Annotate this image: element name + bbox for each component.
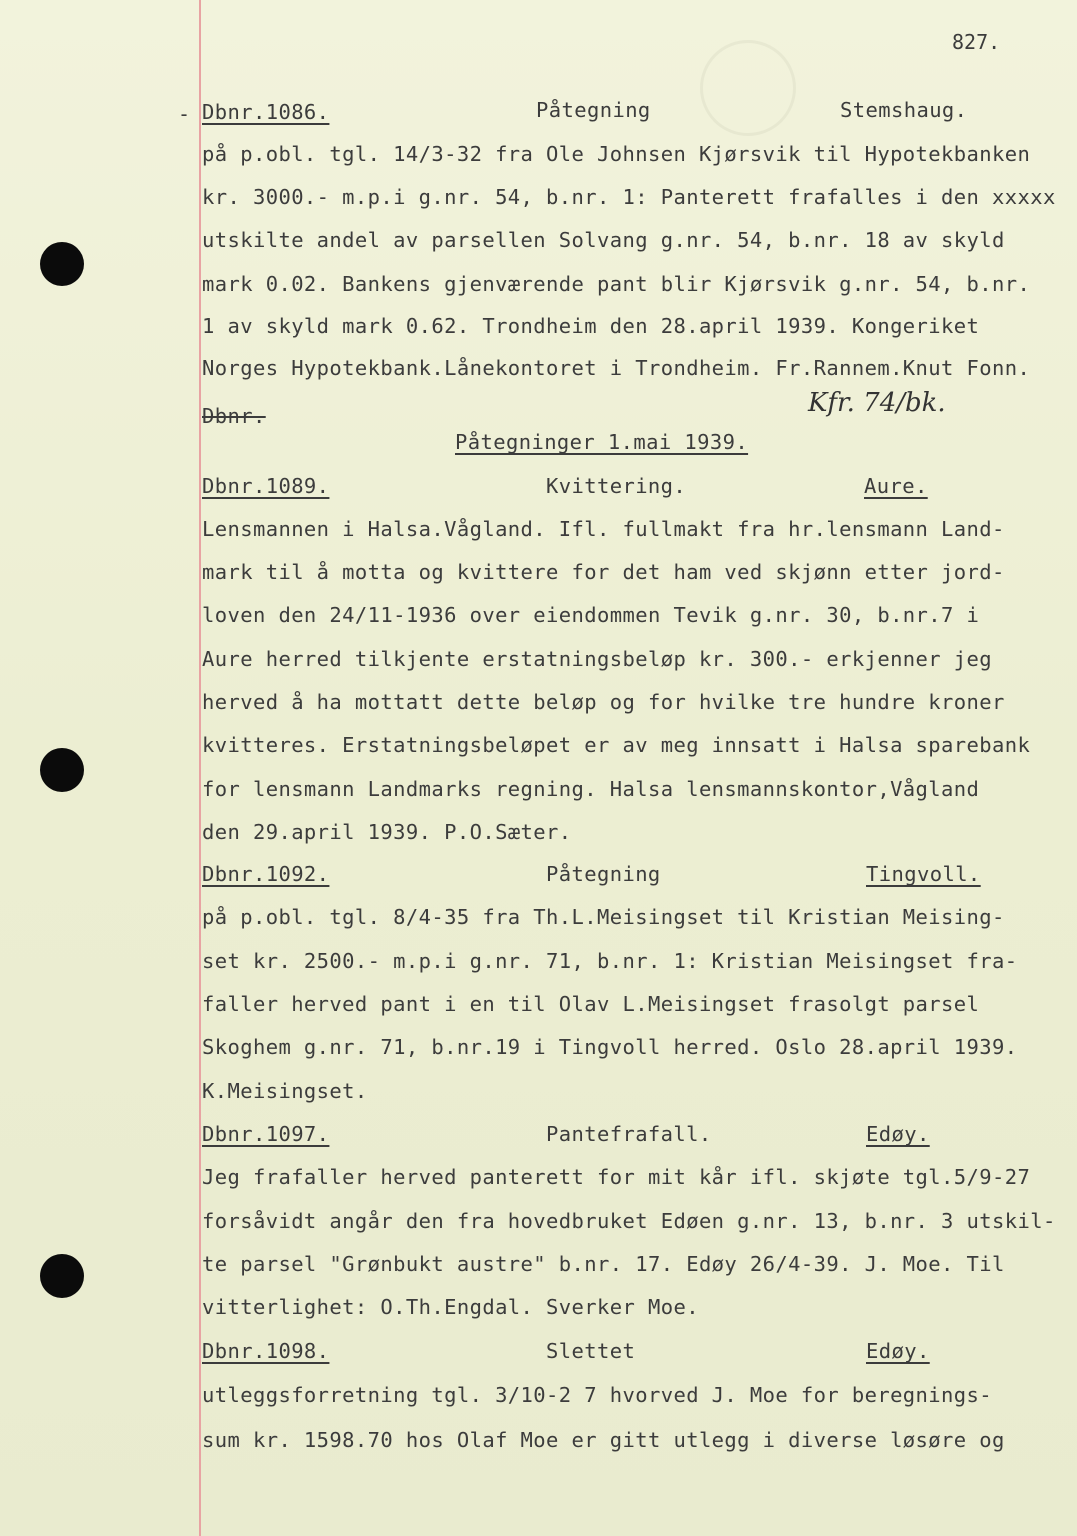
entry-text-line: loven den 24/11-1936 over eiendommen Tevik g.nr. 30, b.nr.7 i bbox=[202, 603, 980, 627]
entry-number: Dbnr.1098. bbox=[202, 1339, 330, 1363]
entry-text-line: utleggsforretning tgl. 3/10-2 7 hvorved J. Moe for beregnings- bbox=[202, 1383, 993, 1407]
entry-text-line: set kr. 2500.- m.p.i g.nr. 71, b.nr. 1: Kristian Meisingset fra- bbox=[202, 949, 1018, 973]
entry-text-line: mark 0.02. Bankens gjenværende pant blir Kjørsvik g.nr. 54, b.nr. bbox=[202, 272, 1031, 296]
entry-type: Påtegning bbox=[536, 98, 651, 122]
entry-text-line: kvitteres. Erstatningsbeløpet er av meg innsatt i Halsa sparebank bbox=[202, 733, 1031, 757]
entry-text-line: utskilte andel av parsellen Solvang g.nr. 54, b.nr. 18 av skyld bbox=[202, 228, 1005, 252]
entry-type: Kvittering. bbox=[546, 474, 687, 498]
entry-type: Påtegning bbox=[546, 862, 661, 886]
entry-text-line: faller herved pant i en til Olav L.Meisingset frasolgt parsel bbox=[202, 992, 980, 1016]
entry-text-line: for lensmann Landmarks regning. Halsa lensmannskontor,Vågland bbox=[202, 777, 980, 801]
punch-hole bbox=[40, 1254, 84, 1298]
entry-text-line: mark til å motta og kvittere for det ham ved skjønn etter jord- bbox=[202, 560, 1005, 584]
margin-line bbox=[199, 0, 201, 1536]
entry-text-line: Skoghem g.nr. 71, b.nr.19 i Tingvoll herred. Oslo 28.april 1939. bbox=[202, 1035, 1018, 1059]
entry-text-line: kr. 3000.- m.p.i g.nr. 54, b.nr. 1: Panterett frafalles i den xxxxx bbox=[202, 185, 1056, 209]
entry-place: Tingvoll. bbox=[866, 862, 981, 886]
entry-text-line: Aure herred tilkjente erstatningsbeløp kr. 300.- erkjenner jeg bbox=[202, 647, 993, 671]
entry-place: Edøy. bbox=[866, 1339, 930, 1363]
entry-text-line: herved å ha mottatt dette beløp og for hvilke tre hundre kroner bbox=[202, 690, 1005, 714]
entry-number: Dbnr.1092. bbox=[202, 862, 330, 886]
entry-place: Aure. bbox=[864, 474, 928, 498]
faint-stamp bbox=[700, 40, 796, 136]
page-number: 827. bbox=[952, 30, 1001, 54]
entry-type: Slettet bbox=[546, 1339, 636, 1363]
struck-entry-number: Dbnr. bbox=[202, 404, 266, 428]
entry-number: Dbnr.1089. bbox=[202, 474, 330, 498]
margin-dash: - bbox=[178, 102, 191, 126]
entry-place: Stemshaug. bbox=[840, 98, 968, 122]
entry-text-line: Jeg frafaller herved panterett for mit kår ifl. skjøte tgl.5/9-27 bbox=[202, 1165, 1031, 1189]
entry-text-line: Norges Hypotekbank.Lånekontoret i Trondheim. Fr.Rannem.Knut Fonn. bbox=[202, 356, 1031, 380]
punch-hole bbox=[40, 242, 84, 286]
entry-text-line: 1 av skyld mark 0.62. Trondheim den 28.april 1939. Kongeriket bbox=[202, 314, 980, 338]
entry-text-line: te parsel "Grønbukt austre" b.nr. 17. Edøy 26/4-39. J. Moe. Til bbox=[202, 1252, 1005, 1276]
entry-text-line: forsåvidt angår den fra hovedbruket Edøen g.nr. 13, b.nr. 3 utskil- bbox=[202, 1209, 1056, 1233]
entry-place: Edøy. bbox=[866, 1122, 930, 1146]
entry-text-line: vitterlighet: O.Th.Engdal. Sverker Moe. bbox=[202, 1295, 699, 1319]
section-heading: Påtegninger 1.mai 1939. bbox=[455, 430, 749, 454]
entry-text-line: Lensmannen i Halsa.Vågland. Ifl. fullmakt fra hr.lensmann Land- bbox=[202, 517, 1005, 541]
entry-text-line: på p.obl. tgl. 8/4-35 fra Th.L.Meisingset til Kristian Meising- bbox=[202, 905, 1005, 929]
entry-number: Dbnr.1097. bbox=[202, 1122, 330, 1146]
handwritten-note: Kfr. 74/bk. bbox=[808, 388, 946, 418]
entry-type: Pantefrafall. bbox=[546, 1122, 712, 1146]
entry-number: Dbnr.1086. bbox=[202, 100, 330, 124]
punch-hole bbox=[40, 748, 84, 792]
entry-text-line: på p.obl. tgl. 14/3-32 fra Ole Johnsen Kjørsvik til Hypotekbanken bbox=[202, 142, 1031, 166]
entry-text-line: sum kr. 1598.70 hos Olaf Moe er gitt utlegg i diverse løsøre og bbox=[202, 1428, 1005, 1452]
entry-text-line: K.Meisingset. bbox=[202, 1079, 368, 1103]
entry-text-line: den 29.april 1939. P.O.Sæter. bbox=[202, 820, 572, 844]
